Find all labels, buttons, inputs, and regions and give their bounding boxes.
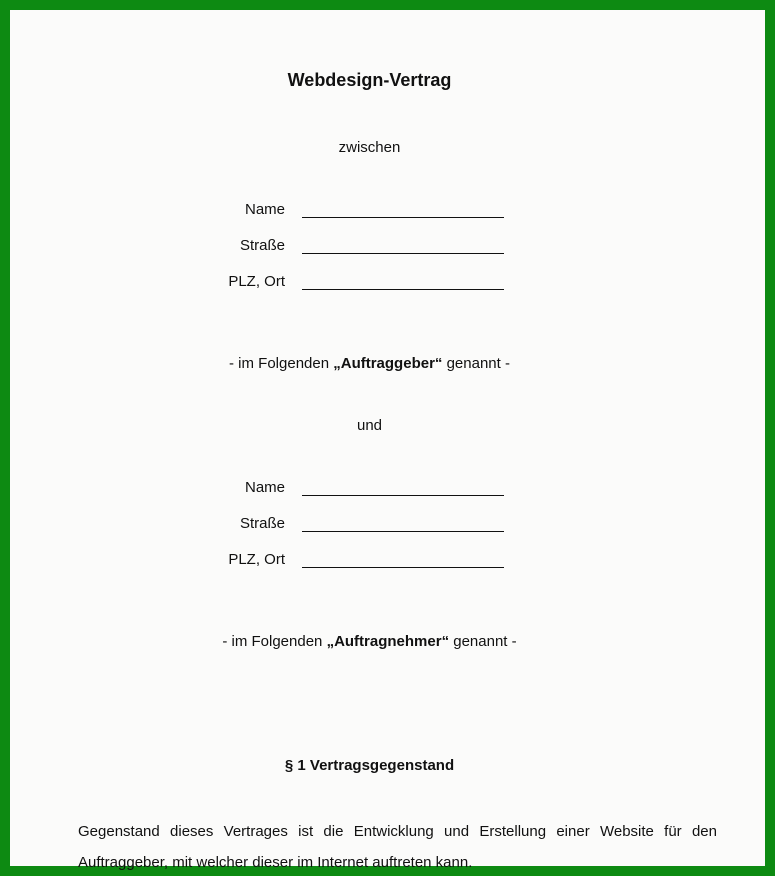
party2-role-prefix: - im Folgenden <box>222 633 327 650</box>
party1-role-suffix: genannt - <box>442 355 510 372</box>
party2-name-line <box>302 495 504 496</box>
party2-role-line <box>0 634 757 649</box>
party1-name-line <box>302 217 504 218</box>
party1-role-line <box>0 356 757 371</box>
section-1-paragraph <box>78 816 717 878</box>
party2-street-line <box>302 531 504 532</box>
document-title: Webdesign-Vertrag <box>287 70 452 90</box>
party2-role-name: „Auftragnehmer“ <box>326 633 450 650</box>
party1-city-label: PLZ, Ort <box>228 273 285 290</box>
party2-role-suffix: genannt - <box>449 633 517 650</box>
party1-role-name: „Auftraggeber“ <box>333 355 443 372</box>
party2-city-line <box>302 567 504 568</box>
party1-street-line <box>302 253 504 254</box>
party1-street-label: Straße <box>239 237 285 254</box>
party1-city-line <box>302 289 504 290</box>
party2-city-label: PLZ, Ort <box>228 551 285 568</box>
party2-street-label: Straße <box>239 515 285 532</box>
between-text: zwischen <box>338 139 401 156</box>
party1-name-label: Name <box>244 201 285 218</box>
party1-role-prefix: - im Folgenden <box>229 355 334 372</box>
party2-name-label: Name <box>244 479 285 496</box>
section-1-heading: § 1 Vertragsgegenstand <box>284 757 455 774</box>
and-text: und <box>356 417 383 434</box>
section-1-paragraph-line-1: Gegenstand dieses Vertrages ist die Entwicklung und Erstellung einer Website für den <box>78 823 717 840</box>
section-1-paragraph-line-2: Auftraggeber, mit welcher dieser im Internet auftreten kann. <box>78 854 473 871</box>
